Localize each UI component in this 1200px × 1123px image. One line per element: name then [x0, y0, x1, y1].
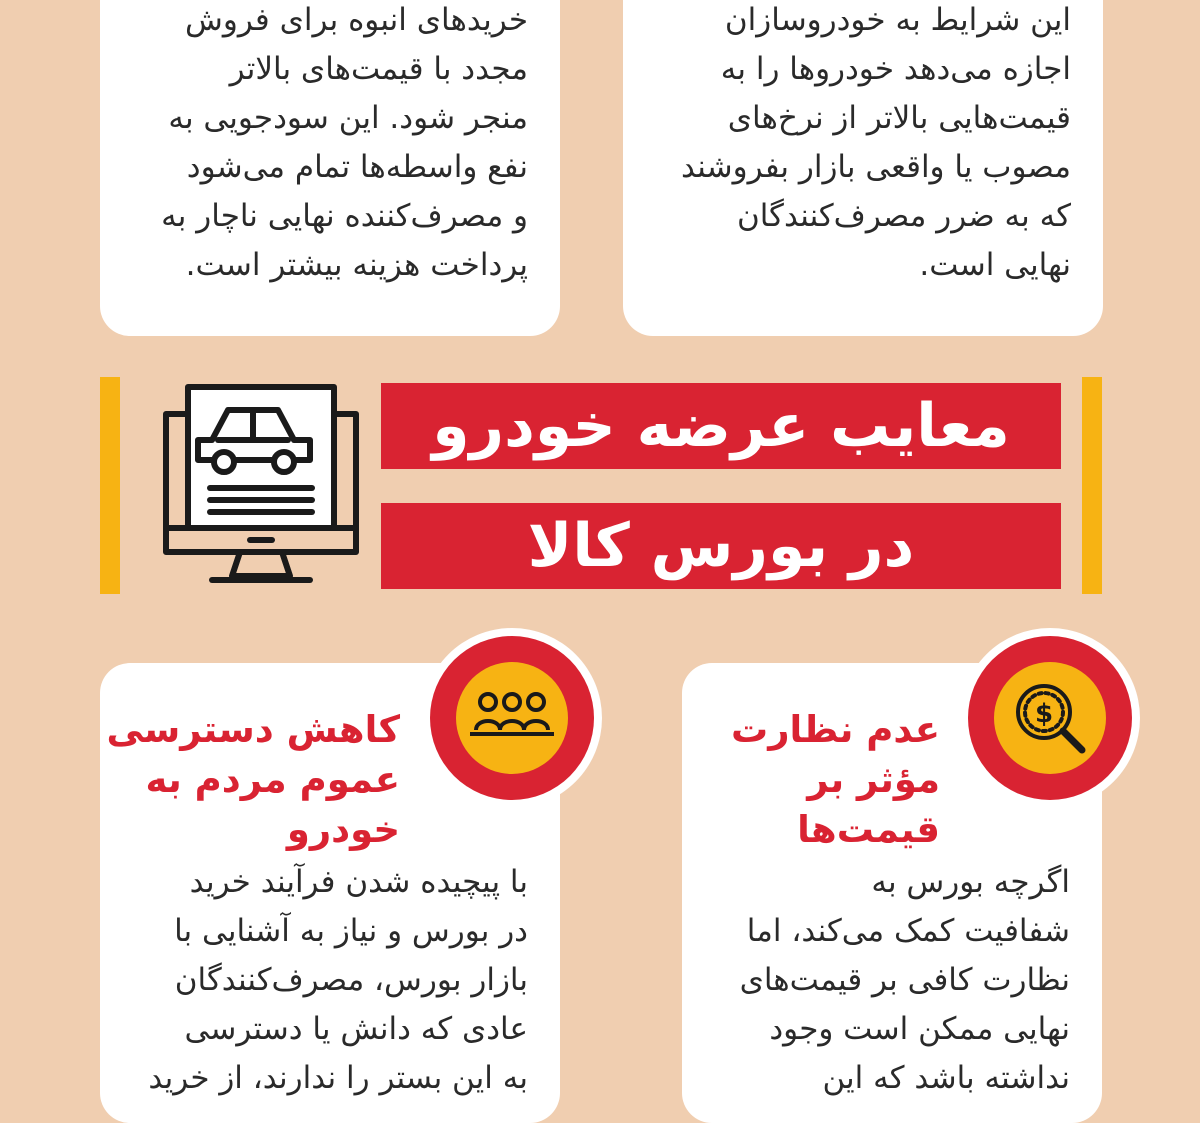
accent-bar-right [1082, 377, 1102, 594]
card-bottom-left-text: با پیچیده شدن فرآیند خرید در بورس و نیاز به آشنایی با بازار بورس، مصرف‌کنندگان عادی که دانش یا دسترسی به این بستر را ندارند، از خرید [148, 864, 528, 1096]
badge-people [430, 636, 594, 800]
title-line-2: در بورس کالا [381, 503, 1061, 589]
heading-reduced-access: کاهش دسترسی عموم مردم به خودرو [106, 708, 400, 851]
dollar-magnifier-icon [968, 636, 1132, 800]
card-top-left-text: خریدهای انبوه برای فروش مجدد با قیمت‌های بالاتر منجر شود. این سودجویی به نفع واسطه‌ها تمام می‌شود و مصرف‌کننده نهایی ناچار به پرداخت هزینه بیشتر است. [161, 2, 528, 283]
heading-no-oversight: عدم نظارت مؤثر بر قیمت‌ها [731, 708, 940, 851]
card-top-right-text: این شرایط به خودروسازان اجازه می‌دهد خودروها را به قیمت‌هایی بالاتر از نرخ‌های مصوب یا واقعی بازار بفروشند که به ضرر مصرف‌کنندگان نهایی است. [681, 2, 1071, 283]
card-bottom-right-text: اگرچه بورس به شفافیت کمک می‌کند، اما نظارت کافی بر قیمت‌های نهایی ممکن است وجود نداشته باشد که این [739, 864, 1070, 1096]
group-people-icon [430, 636, 594, 800]
monitor-car-icon [158, 384, 364, 594]
accent-bar-left [100, 377, 120, 594]
svg-text:$: $ [1034, 699, 1054, 729]
card-top-left [100, 0, 560, 336]
card-top-right [623, 0, 1103, 336]
title-line-1: معایب عرضه خودرو [381, 383, 1061, 469]
badge-dollar [968, 636, 1132, 800]
